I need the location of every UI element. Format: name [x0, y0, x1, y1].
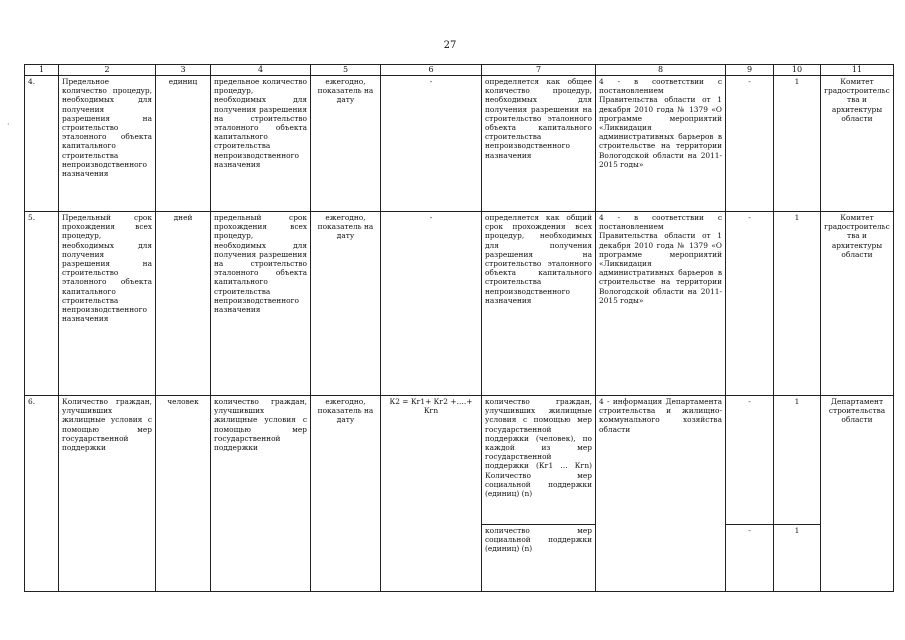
formula: К2 = Кг1+ Кг2 +….+ Кгn	[381, 396, 482, 592]
definition: предельное количество процедур, необходимых для получения разрешения на строительство эталонного объекта капитального строительства непроизводственного назначения	[211, 76, 311, 212]
header-cell: 10	[774, 65, 821, 76]
unit: дней	[156, 212, 211, 396]
header-cell: 5	[311, 65, 381, 76]
base-indicators: определяется как общий срок прохождения всех процедур, необходимых для получения разрешения на строительство эталонного объекта капитального строительства непроизводственного назначения	[482, 212, 596, 396]
data-source: 4 - в соответствии с постановлением Правительства области от 1 декабря 2010 года № 1379 «О программе мероприятий «Ликвидация административных барьеров в строительстве на территории Вологодской области на 2011-2015 годы»	[596, 76, 726, 212]
row-number: 4.	[25, 76, 59, 212]
col9-value-secondary: -	[726, 525, 774, 592]
data-source: 4 - информация Департамента строительства и жилищно-коммунального хозяйства области	[596, 396, 726, 592]
header-cell: 4	[211, 65, 311, 76]
formula: -	[381, 76, 482, 212]
page-number: 27	[443, 40, 457, 51]
table-row	[25, 212, 894, 396]
header-row	[25, 65, 894, 76]
data-source: 4 - в соответствии с постановлением Правительства области от 1 декабря 2010 года № 1379 «О программе мероприятий «Ликвидация административных барьеров в строительстве на территории Вологодской области на 2011-2015 годы»	[596, 212, 726, 396]
indicator-name: Предельный срок прохождения всех процедур, необходимых для получения разрешения на строительство эталонного объекта капитального строительства непроизводственного назначения	[59, 212, 156, 396]
header-cell: 6	[381, 65, 482, 76]
col10-value: 1	[774, 76, 821, 212]
header-cell: 7	[482, 65, 596, 76]
definition: предельный срок прохождения всех процедур, необходимых для получения разрешения на строительство эталонного объекта капитального строительства непроизводственного назначения	[211, 212, 311, 396]
periodicity: ежегодно, показатель на дату	[311, 396, 381, 592]
col9-value: -	[726, 76, 774, 212]
col9-value: -	[726, 212, 774, 396]
indicator-name: Предельное количество процедур, необходимых для получения разрешения на строительство эталонного объекта капитального строительства непроизводственного назначения	[59, 76, 156, 212]
header-cell: 3	[156, 65, 211, 76]
periodicity: ежегодно, показатель на дату	[311, 212, 381, 396]
header-cell: 8	[596, 65, 726, 76]
responsible: Департамент строительства области	[821, 396, 894, 592]
responsible: Комитет градостроительства и архитектуры области	[821, 212, 894, 396]
row-number: 5.	[25, 212, 59, 396]
header-cell: 2	[59, 65, 156, 76]
col9-value: -	[726, 396, 774, 525]
header-cell: 11	[821, 65, 894, 76]
definition: количество граждан, улучшивших жилищные условия с помощью мер государственной поддержки	[211, 396, 311, 592]
col10-value: 1	[774, 396, 821, 525]
header-cell: 9	[726, 65, 774, 76]
margin-mark: ·	[7, 120, 10, 129]
responsible: Комитет градостроительства и архитектуры области	[821, 76, 894, 212]
indicator-name: Количество граждан, улучшивших жилищные условия с помощью мер государственной поддержки	[59, 396, 156, 592]
row-number: 6.	[25, 396, 59, 592]
col10-value-secondary: 1	[774, 525, 821, 592]
base-indicators: количество граждан, улучшивших жилищные условия с помощью мер государственной поддержки (человек), по каждой из мер государственной поддержки (Кг1 … Кгn) Количество мер социальной поддержки (единиц) (n)	[482, 396, 596, 525]
unit: человек	[156, 396, 211, 592]
table-row	[25, 396, 894, 525]
col10-value: 1	[774, 212, 821, 396]
base-indicators-secondary: количество мер социальной поддержки (единиц) (n)	[482, 525, 596, 592]
table-row	[25, 76, 894, 212]
formula: -	[381, 212, 482, 396]
base-indicators: определяется как общее количество процедур, необходимых для получения разрешения на строительство эталонного объекта капитального строительства непроизводственного назначения	[482, 76, 596, 212]
unit: единиц	[156, 76, 211, 212]
indicators-table	[24, 64, 894, 592]
periodicity: ежегодно, показатель на дату	[311, 76, 381, 212]
header-cell: 1	[25, 65, 59, 76]
